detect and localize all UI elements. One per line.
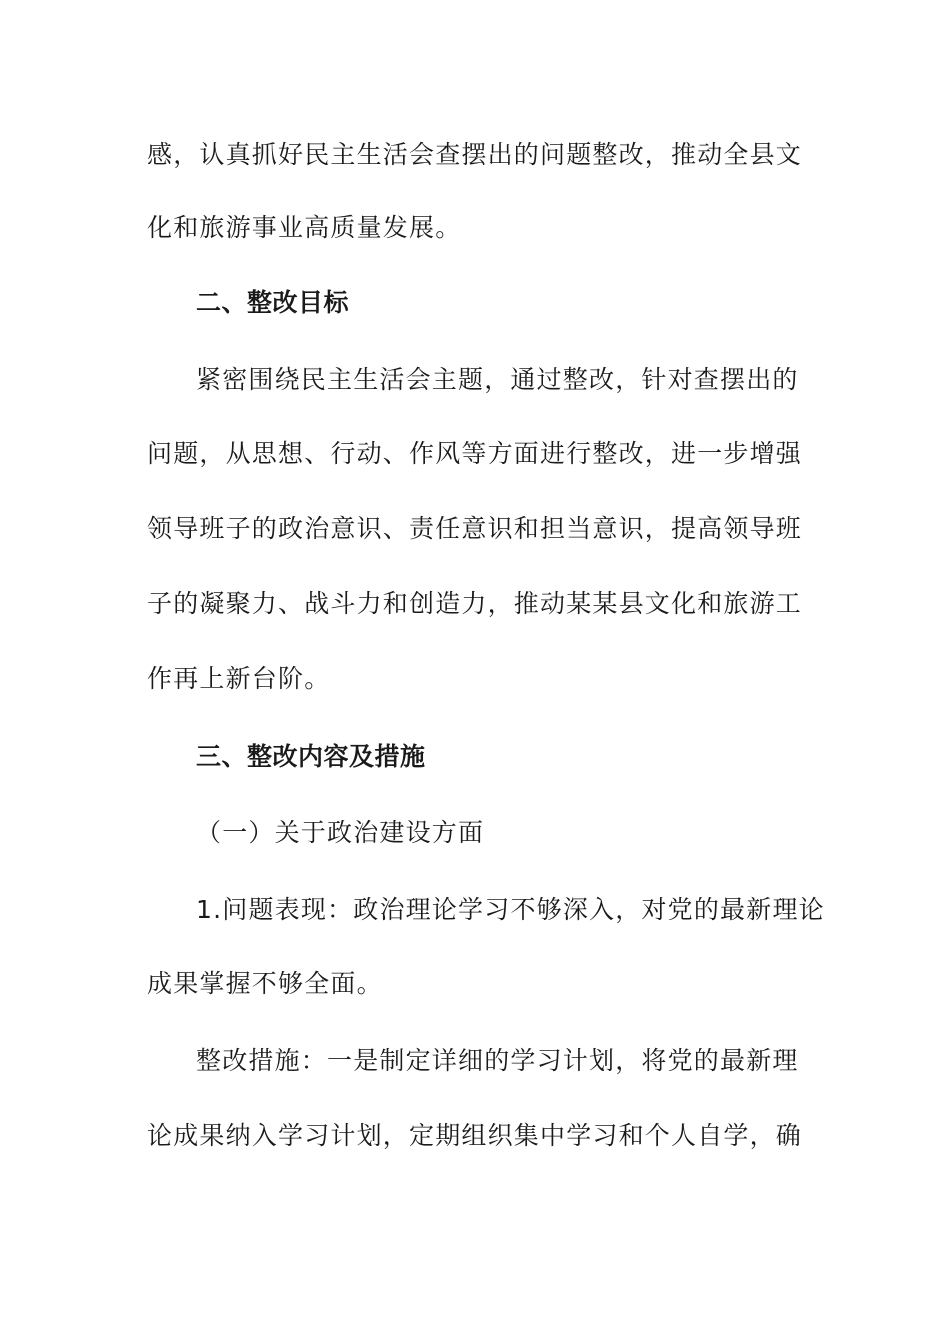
paragraph-line: 论成果纳入学习计划，定期组织集中学习和个人自学，确 [147, 1121, 803, 1150]
section-heading-goals: 二、整改目标 [196, 288, 350, 317]
paragraph-line: 整改措施：一是制定详细的学习计划，将党的最新理 [196, 1046, 799, 1075]
paragraph-line: 化和旅游事业高质量发展。 [147, 213, 462, 242]
paragraph-line: 紧密围绕民主生活会主题，通过整改，针对查摆出的 [196, 365, 799, 394]
section-heading-measures: 三、整改内容及措施 [196, 742, 426, 771]
paragraph-line: 领导班子的政治意识、责任意识和担当意识，提高领导班 [147, 514, 803, 543]
paragraph-line: 子的凝聚力、战斗力和创造力，推动某某县文化和旅游工 [147, 589, 803, 618]
paragraph-line: 作再上新台阶。 [147, 664, 331, 693]
paragraph-line: 问题，从思想、行动、作风等方面进行整改，进一步增强 [147, 439, 803, 468]
paragraph-line: 感，认真抓好民主生活会查摆出的问题整改，推动全县文 [147, 140, 803, 169]
paragraph-line: 成果掌握不够全面。 [147, 969, 383, 998]
subsection-heading: （一）关于政治建设方面 [196, 818, 485, 847]
paragraph-line: 1.问题表现：政治理论学习不够深入，对党的最新理论 [196, 895, 825, 924]
